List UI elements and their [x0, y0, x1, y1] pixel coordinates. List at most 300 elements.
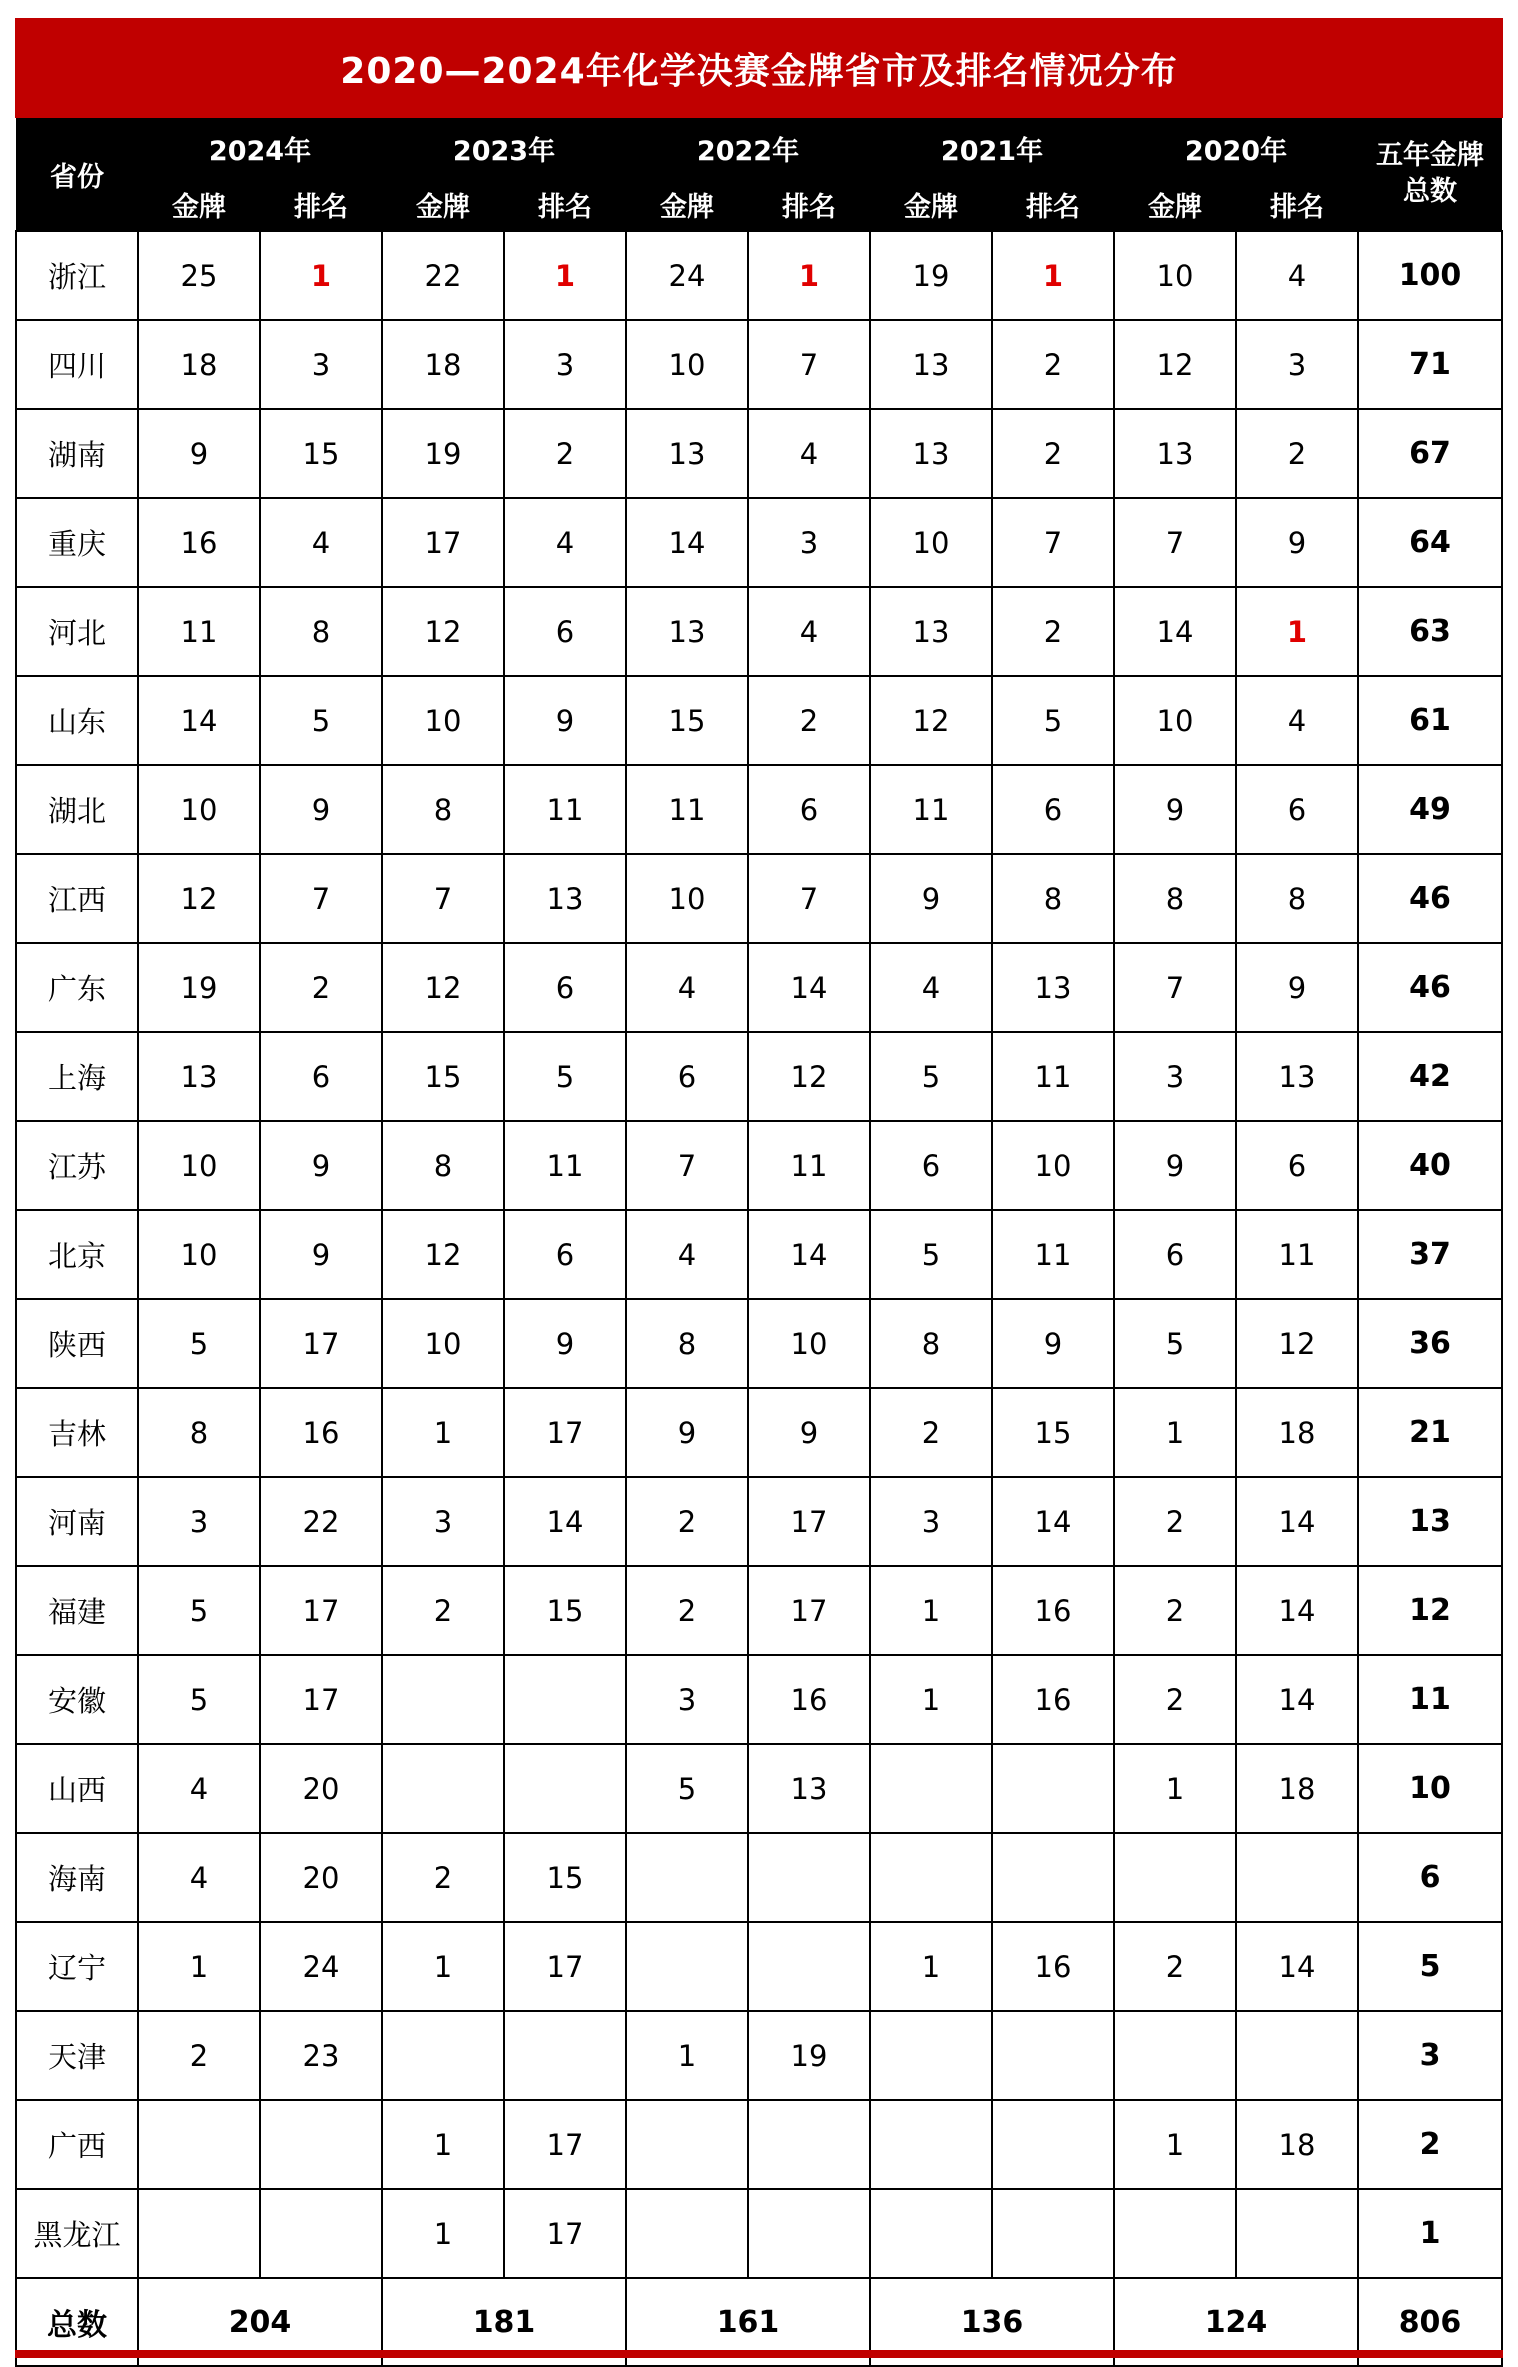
gold-cell: 10: [1114, 231, 1236, 320]
table-row: [16, 231, 1502, 320]
gold-cell: 19: [870, 231, 992, 320]
rank-cell: 18: [1236, 2100, 1358, 2189]
province-cell: 安徽: [16, 1655, 138, 1744]
rank-cell: 15: [504, 1833, 626, 1922]
gold-cell: 6: [870, 1121, 992, 1210]
five-year-total-cell: 21: [1358, 1388, 1502, 1477]
gold-cell: [626, 1833, 748, 1922]
table-row: [16, 2100, 1502, 2189]
rank-cell: 13: [992, 943, 1114, 1032]
rank-cell: 14: [1236, 1477, 1358, 1566]
gold-cell: 3: [382, 1477, 504, 1566]
gold-cell: 8: [382, 765, 504, 854]
rank-cell: 14: [1236, 1922, 1358, 2011]
rank-cell: [504, 2011, 626, 2100]
rank-cell: 9: [1236, 943, 1358, 1032]
rank-cell: 9: [260, 1210, 382, 1299]
rank-cell: [992, 2011, 1114, 2100]
rank-cell: 8: [260, 587, 382, 676]
table-row: [16, 1477, 1502, 1566]
gold-cell: 8: [138, 1388, 260, 1477]
five-year-total-cell: 63: [1358, 587, 1502, 676]
gold-cell: 2: [382, 1833, 504, 1922]
rank-cell: 23: [260, 2011, 382, 2100]
rank-cell: 20: [260, 1833, 382, 1922]
subheader-gold: 金牌: [138, 178, 260, 231]
five-year-total-cell: 67: [1358, 409, 1502, 498]
gold-cell: 12: [382, 943, 504, 1032]
gold-cell: [382, 1655, 504, 1744]
gold-cell: 8: [382, 1121, 504, 1210]
table-row: [16, 765, 1502, 854]
rank-cell: 14: [748, 943, 870, 1032]
gold-cell: 13: [138, 1032, 260, 1121]
subheader-rank: 排名: [1236, 178, 1358, 231]
province-cell: 河南: [16, 1477, 138, 1566]
gold-cell: 3: [870, 1477, 992, 1566]
rank-cell: 9: [504, 676, 626, 765]
gold-cell: 19: [382, 409, 504, 498]
table-header: [16, 118, 1502, 231]
header-year-2020: 2020年: [1114, 118, 1358, 178]
gold-cell: [626, 2100, 748, 2189]
five-year-total-cell: 11: [1358, 1655, 1502, 1744]
rank-cell: 17: [260, 1566, 382, 1655]
gold-cell: 2: [1114, 1655, 1236, 1744]
table-row: [16, 1388, 1502, 1477]
gold-cell: [382, 1744, 504, 1833]
table-container: [15, 18, 1503, 2343]
year-total-cell: 136: [870, 2278, 1114, 2366]
rank-cell: 16: [992, 1566, 1114, 1655]
five-year-total-cell: 40: [1358, 1121, 1502, 1210]
rank-cell: 7: [748, 320, 870, 409]
gold-cell: [870, 1833, 992, 1922]
rank-cell: 24: [260, 1922, 382, 2011]
header-year-2021: 2021年: [870, 118, 1114, 178]
rank-cell: 18: [1236, 1388, 1358, 1477]
table-row: [16, 1210, 1502, 1299]
year-total-cell: 181: [382, 2278, 626, 2366]
subheader-rank: 排名: [504, 178, 626, 231]
subheader-gold: 金牌: [382, 178, 504, 231]
province-cell: 吉林: [16, 1388, 138, 1477]
gold-cell: 7: [1114, 498, 1236, 587]
gold-cell: 14: [138, 676, 260, 765]
gold-cell: 9: [1114, 1121, 1236, 1210]
five-year-total-cell: 42: [1358, 1032, 1502, 1121]
gold-cell: 22: [382, 231, 504, 320]
rank-cell: [992, 1833, 1114, 1922]
rank-cell: 2: [260, 943, 382, 1032]
gold-cell: 25: [138, 231, 260, 320]
rank-cell: 6: [992, 765, 1114, 854]
rank-cell: 18: [1236, 1744, 1358, 1833]
gold-cell: 10: [138, 1210, 260, 1299]
province-cell: 上海: [16, 1032, 138, 1121]
gold-cell: 2: [626, 1477, 748, 1566]
province-cell: 四川: [16, 320, 138, 409]
gold-cell: 1: [870, 1922, 992, 2011]
gold-cell: 1: [626, 2011, 748, 2100]
gold-cell: 15: [382, 1032, 504, 1121]
rank-cell: [748, 2189, 870, 2278]
gold-cell: 9: [138, 409, 260, 498]
header-five-year-total: [1358, 118, 1502, 231]
gold-cell: 7: [1114, 943, 1236, 1032]
gold-cell: [626, 1922, 748, 2011]
gold-cell: 10: [138, 1121, 260, 1210]
table-row: [16, 587, 1502, 676]
rank-cell: 3: [748, 498, 870, 587]
gold-cell: [382, 2011, 504, 2100]
five-year-total-cell: 36: [1358, 1299, 1502, 1388]
gold-cell: 8: [870, 1299, 992, 1388]
gold-cell: 6: [1114, 1210, 1236, 1299]
rank-cell: 5: [504, 1032, 626, 1121]
table-row: [16, 1121, 1502, 1210]
rank-cell: 7: [260, 854, 382, 943]
table-row: [16, 1922, 1502, 2011]
rank-cell: [1236, 1833, 1358, 1922]
gold-cell: 7: [382, 854, 504, 943]
rank-cell: 4: [1236, 231, 1358, 320]
province-cell: 江西: [16, 854, 138, 943]
gold-cell: 15: [626, 676, 748, 765]
rank-cell: 4: [1236, 676, 1358, 765]
five-year-total-cell: 5: [1358, 1922, 1502, 2011]
gold-cell: 2: [382, 1566, 504, 1655]
rank-cell: 7: [992, 498, 1114, 587]
rank-cell: 8: [1236, 854, 1358, 943]
gold-cell: 1: [870, 1655, 992, 1744]
gold-cell: 12: [870, 676, 992, 765]
gold-cell: 11: [138, 587, 260, 676]
five-year-total-cell: 37: [1358, 1210, 1502, 1299]
rank-cell: 2: [992, 320, 1114, 409]
subheader-rank: 排名: [992, 178, 1114, 231]
gold-cell: 1: [382, 2100, 504, 2189]
rank-cell: [504, 1744, 626, 1833]
gold-cell: 4: [870, 943, 992, 1032]
gold-cell: 13: [1114, 409, 1236, 498]
header-total-line1: 五年金牌: [1376, 140, 1484, 171]
province-cell: 浙江: [16, 231, 138, 320]
table-row: [16, 1299, 1502, 1388]
gold-cell: 1: [138, 1922, 260, 2011]
gold-cell: 4: [626, 943, 748, 1032]
year-total-cell: 124: [1114, 2278, 1358, 2366]
table-row: [16, 2189, 1502, 2278]
rank-cell: 5: [260, 676, 382, 765]
gold-cell: 1: [382, 2189, 504, 2278]
rank-cell: 3: [504, 320, 626, 409]
rank-cell: [260, 2189, 382, 2278]
gold-cell: 5: [870, 1210, 992, 1299]
province-cell: 山西: [16, 1744, 138, 1833]
province-cell: 辽宁: [16, 1922, 138, 2011]
gold-cell: 6: [626, 1032, 748, 1121]
table-row: [16, 2011, 1502, 2100]
rank-cell: 7: [748, 854, 870, 943]
rank-cell: 17: [260, 1655, 382, 1744]
rank-cell: 9: [748, 1388, 870, 1477]
rank-cell: 5: [992, 676, 1114, 765]
table-body: [16, 231, 1502, 2278]
gold-cell: 2: [1114, 1566, 1236, 1655]
gold-cell: 2: [138, 2011, 260, 2100]
rank-cell: 14: [748, 1210, 870, 1299]
province-cell: 福建: [16, 1566, 138, 1655]
gold-cell: 12: [138, 854, 260, 943]
gold-cell: 5: [138, 1299, 260, 1388]
gold-cell: 13: [626, 409, 748, 498]
rank-cell: 6: [1236, 1121, 1358, 1210]
table-row: [16, 943, 1502, 1032]
rank-cell: [748, 2100, 870, 2189]
gold-cell: 2: [1114, 1477, 1236, 1566]
gold-cell: 8: [1114, 854, 1236, 943]
gold-cell: 12: [1114, 320, 1236, 409]
rank-cell: [504, 1655, 626, 1744]
gold-cell: 5: [626, 1744, 748, 1833]
gold-cell: [870, 2189, 992, 2278]
gold-cell: 10: [382, 676, 504, 765]
rank-cell: [992, 2189, 1114, 2278]
subheader-gold: 金牌: [1114, 178, 1236, 231]
gold-cell: 8: [626, 1299, 748, 1388]
rank-cell: 3: [260, 320, 382, 409]
province-cell: 山东: [16, 676, 138, 765]
province-cell: 天津: [16, 2011, 138, 2100]
province-cell: 北京: [16, 1210, 138, 1299]
rank-cell: 14: [504, 1477, 626, 1566]
gold-cell: 3: [1114, 1032, 1236, 1121]
rank-cell: 16: [992, 1922, 1114, 2011]
table-row: [16, 1032, 1502, 1121]
five-year-total-cell: 100: [1358, 231, 1502, 320]
rank-cell: 14: [1236, 1655, 1358, 1744]
rank-cell: 17: [260, 1299, 382, 1388]
gold-cell: 5: [138, 1655, 260, 1744]
rank-cell: 9: [260, 765, 382, 854]
gold-cell: 12: [382, 587, 504, 676]
gold-cell: 1: [1114, 2100, 1236, 2189]
rank-cell: 17: [504, 2189, 626, 2278]
gold-cell: 19: [138, 943, 260, 1032]
gold-cell: 1: [382, 1388, 504, 1477]
rank-cell: 6: [1236, 765, 1358, 854]
rank-cell: 3: [1236, 320, 1358, 409]
rank-cell: [992, 1744, 1114, 1833]
gold-cell: 14: [1114, 587, 1236, 676]
gold-cell: 5: [1114, 1299, 1236, 1388]
gold-cell: 1: [1114, 1388, 1236, 1477]
rank-cell: 13: [748, 1744, 870, 1833]
rank-cell: 6: [504, 587, 626, 676]
page-title: 2020—2024年化学决赛金牌省市及排名情况分布: [15, 18, 1503, 118]
grand-total-cell: 806: [1358, 2278, 1502, 2366]
rank-cell: 12: [1236, 1299, 1358, 1388]
rank-cell: 17: [748, 1477, 870, 1566]
header-total-line2: 总数: [1403, 176, 1457, 207]
gold-cell: 9: [1114, 765, 1236, 854]
rank-cell: 4: [748, 587, 870, 676]
gold-cell: 9: [870, 854, 992, 943]
subheader-rank: 排名: [260, 178, 382, 231]
five-year-total-cell: 46: [1358, 943, 1502, 1032]
gold-cell: 2: [1114, 1922, 1236, 2011]
table-row: [16, 1566, 1502, 1655]
table-row: [16, 1744, 1502, 1833]
gold-cell: 4: [626, 1210, 748, 1299]
rank-cell: 17: [504, 1388, 626, 1477]
gold-cell: 10: [138, 765, 260, 854]
five-year-total-cell: 13: [1358, 1477, 1502, 1566]
rank-cell: [1236, 2189, 1358, 2278]
gold-cell: 10: [870, 498, 992, 587]
rank-cell: 2: [1236, 409, 1358, 498]
rank-cell: 17: [504, 2100, 626, 2189]
rank-cell: 1: [992, 231, 1114, 320]
rank-cell: [1236, 2011, 1358, 2100]
five-year-total-cell: 1: [1358, 2189, 1502, 2278]
rank-cell: 20: [260, 1744, 382, 1833]
gold-cell: 12: [382, 1210, 504, 1299]
year-total-cell: 161: [626, 2278, 870, 2366]
five-year-total-cell: 64: [1358, 498, 1502, 587]
header-year-2022: 2022年: [626, 118, 870, 178]
year-total-cell: 204: [138, 2278, 382, 2366]
rank-cell: 16: [748, 1655, 870, 1744]
five-year-total-cell: 6: [1358, 1833, 1502, 1922]
gold-cell: [626, 2189, 748, 2278]
rank-cell: 16: [260, 1388, 382, 1477]
rank-cell: [748, 1922, 870, 2011]
gold-cell: 16: [138, 498, 260, 587]
gold-cell: 11: [870, 765, 992, 854]
gold-cell: 2: [870, 1388, 992, 1477]
rank-cell: 4: [260, 498, 382, 587]
rank-cell: 15: [504, 1566, 626, 1655]
gold-cell: 17: [382, 498, 504, 587]
rank-cell: 1: [504, 231, 626, 320]
gold-cell: 2: [626, 1566, 748, 1655]
rank-cell: 2: [992, 587, 1114, 676]
gold-cell: [138, 2100, 260, 2189]
gold-cell: [870, 2011, 992, 2100]
five-year-total-cell: 46: [1358, 854, 1502, 943]
rank-cell: 9: [504, 1299, 626, 1388]
gold-cell: [1114, 2189, 1236, 2278]
gold-cell: 13: [870, 587, 992, 676]
rank-cell: 9: [992, 1299, 1114, 1388]
five-year-total-cell: 49: [1358, 765, 1502, 854]
gold-cell: [870, 1744, 992, 1833]
rank-cell: 10: [992, 1121, 1114, 1210]
gold-cell: 4: [138, 1833, 260, 1922]
province-cell: 黑龙江: [16, 2189, 138, 2278]
rank-cell: [260, 2100, 382, 2189]
gold-cell: 24: [626, 231, 748, 320]
rank-cell: 11: [504, 1121, 626, 1210]
rank-cell: 17: [504, 1922, 626, 2011]
gold-cell: 13: [870, 409, 992, 498]
rank-cell: 19: [748, 2011, 870, 2100]
rank-cell: 1: [748, 231, 870, 320]
header-year-2023: 2023年: [382, 118, 626, 178]
table-row: [16, 498, 1502, 587]
rank-cell: 14: [992, 1477, 1114, 1566]
five-year-total-cell: 10: [1358, 1744, 1502, 1833]
province-cell: 海南: [16, 1833, 138, 1922]
province-cell: 广东: [16, 943, 138, 1032]
gold-cell: 13: [626, 587, 748, 676]
table-row: [16, 1655, 1502, 1744]
rank-cell: 22: [260, 1477, 382, 1566]
rank-cell: 11: [992, 1032, 1114, 1121]
gold-cell: 10: [626, 854, 748, 943]
gold-cell: 5: [138, 1566, 260, 1655]
rank-cell: 9: [1236, 498, 1358, 587]
gold-cell: 18: [382, 320, 504, 409]
gold-cell: 14: [626, 498, 748, 587]
gold-medal-table: [15, 118, 1503, 2367]
subheader-gold: 金牌: [870, 178, 992, 231]
province-cell: 湖北: [16, 765, 138, 854]
rank-cell: 6: [504, 1210, 626, 1299]
gold-cell: 10: [382, 1299, 504, 1388]
rank-cell: 4: [748, 409, 870, 498]
rank-cell: 14: [1236, 1566, 1358, 1655]
rank-cell: 6: [504, 943, 626, 1032]
subheader-gold: 金牌: [626, 178, 748, 231]
footer-label: 总数: [16, 2278, 138, 2366]
gold-cell: 1: [870, 1566, 992, 1655]
rank-cell: [992, 2100, 1114, 2189]
rank-cell: 11: [1236, 1210, 1358, 1299]
province-cell: 广西: [16, 2100, 138, 2189]
five-year-total-cell: 12: [1358, 1566, 1502, 1655]
rank-cell: 16: [992, 1655, 1114, 1744]
province-cell: 河北: [16, 587, 138, 676]
gold-cell: 1: [1114, 1744, 1236, 1833]
rank-cell: 6: [748, 765, 870, 854]
subheader-rank: 排名: [748, 178, 870, 231]
gold-cell: [1114, 2011, 1236, 2100]
gold-cell: 1: [382, 1922, 504, 2011]
rank-cell: 8: [992, 854, 1114, 943]
table-row: [16, 409, 1502, 498]
province-cell: 湖南: [16, 409, 138, 498]
rank-cell: 11: [992, 1210, 1114, 1299]
gold-cell: [870, 2100, 992, 2189]
gold-cell: [138, 2189, 260, 2278]
rank-cell: 10: [748, 1299, 870, 1388]
province-cell: 江苏: [16, 1121, 138, 1210]
rank-cell: 2: [992, 409, 1114, 498]
gold-cell: 3: [626, 1655, 748, 1744]
province-cell: 陕西: [16, 1299, 138, 1388]
gold-cell: 7: [626, 1121, 748, 1210]
rank-cell: 12: [748, 1032, 870, 1121]
rank-cell: 13: [504, 854, 626, 943]
gold-cell: 5: [870, 1032, 992, 1121]
gold-cell: 3: [138, 1477, 260, 1566]
rank-cell: 11: [504, 765, 626, 854]
table-row: [16, 676, 1502, 765]
gold-cell: 13: [870, 320, 992, 409]
